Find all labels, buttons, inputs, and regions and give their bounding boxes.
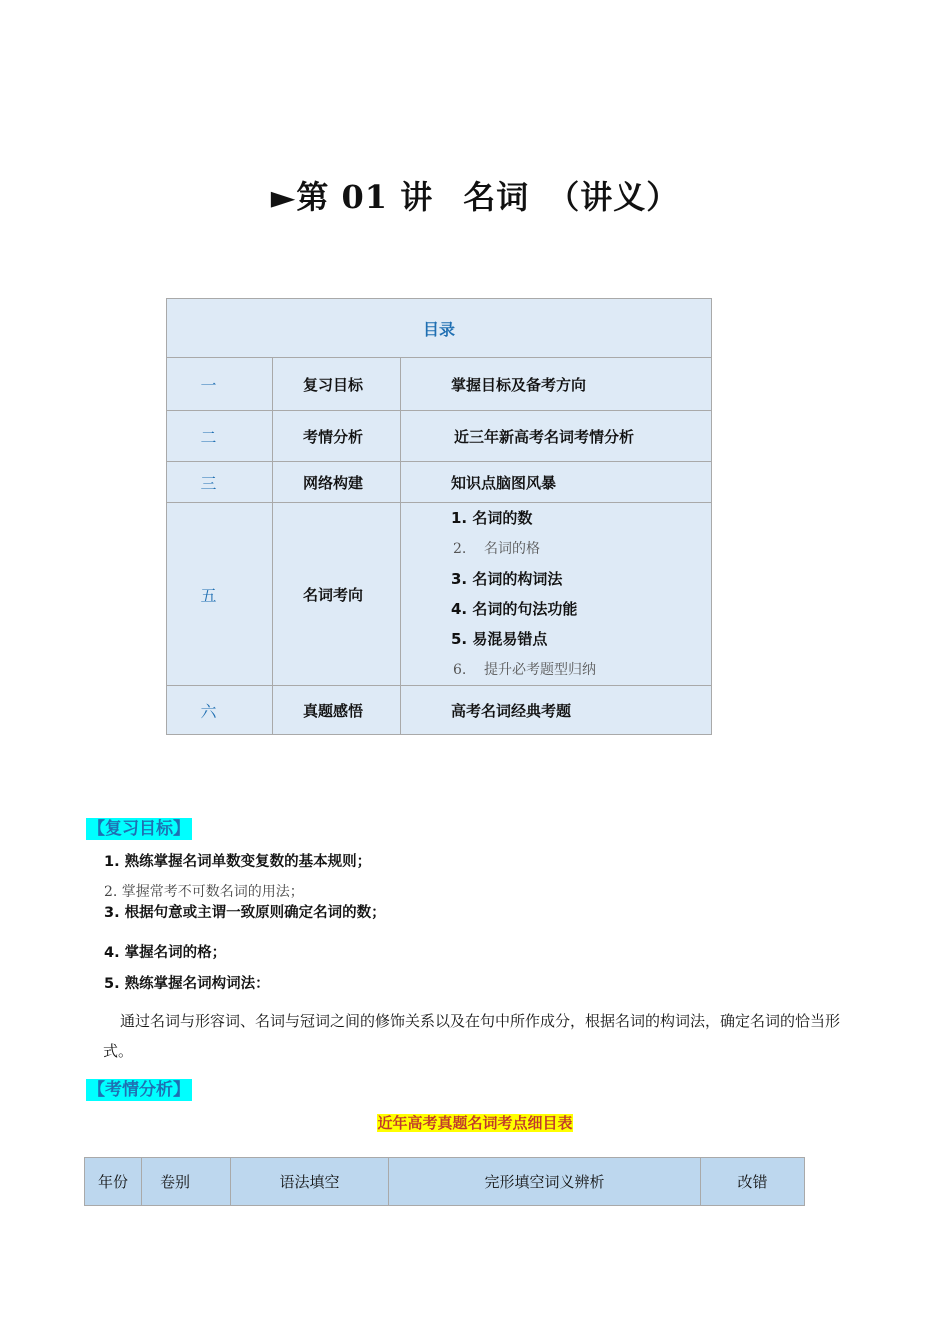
toc-row-number: 六: [167, 686, 273, 735]
table-header-row: [85, 1158, 805, 1206]
toc-row-number: 三: [167, 462, 273, 503]
toc-row-description: 知识点脑图风暴: [401, 462, 712, 503]
exam-analysis-label: 【考情分析】: [88, 1080, 190, 1100]
toc-row-description: 掌握目标及备考方向: [401, 358, 712, 411]
lecture-topic: 名词: [463, 178, 530, 216]
toc-row: [167, 686, 712, 735]
toc-row-number: 五: [167, 503, 273, 686]
lecture-suffix: （讲义）: [547, 178, 680, 216]
exam-points-table: [84, 1157, 805, 1206]
toc-sub-item: 4. 名词的句法功能: [451, 600, 578, 618]
page-title: [0, 172, 950, 218]
review-goal-item: 2. 掌握常考不可数名词的用法；: [104, 884, 304, 900]
toc-sub-item: 1. 名词的数: [451, 509, 533, 527]
review-paragraph: 通过名词与形容词、名词与冠词之间的修饰关系以及在句中所作成分，根据名词的构词法，确定名词的恰当形式。: [103, 1012, 841, 1060]
toc-row-category: 名词考向: [273, 503, 401, 686]
table-caption: 近年高考真题名词考点细目表: [377, 1114, 573, 1132]
review-goal-item: 4. 掌握名词的格；: [104, 945, 227, 961]
toc-row-description: 近三年新高考名词考情分析: [401, 411, 712, 462]
toc-row-number: 二: [167, 411, 273, 462]
toc-row-description: 高考名词经典考题: [401, 686, 712, 735]
column-header: 年份: [85, 1158, 142, 1206]
toc-row: [167, 503, 712, 686]
review-goal-item: 3. 根据句意或主谓一致原则确定名词的数；: [104, 905, 386, 921]
toc-sub-item: 6. 提升必考题型归纳: [453, 662, 597, 678]
lecture-number: 第 01 讲: [296, 178, 434, 216]
toc-sub-item: 3. 名词的构词法: [451, 570, 563, 588]
toc-sublist: [401, 503, 712, 686]
toc-row: [167, 411, 712, 462]
review-goal-item: 5. 熟练掌握名词构词法：: [104, 976, 270, 992]
column-header: 卷别: [142, 1158, 231, 1206]
toc-row-category: 复习目标: [273, 358, 401, 411]
review-goal-item: 1. 熟练掌握名词单数变复数的基本规则；: [104, 854, 372, 870]
toc-sub-item: 2. 名词的格: [453, 541, 541, 557]
play-arrow-icon: ►: [270, 178, 297, 216]
toc-row-category: 网络构建: [273, 462, 401, 503]
toc-header: 目录: [167, 299, 712, 358]
toc-row-category: 考情分析: [273, 411, 401, 462]
toc-row-category: 真题感悟: [273, 686, 401, 735]
toc-row: [167, 358, 712, 411]
review-goals-label: 【复习目标】: [88, 819, 190, 839]
toc-row: [167, 462, 712, 503]
column-header: 完形填空词义辨析: [389, 1158, 701, 1206]
column-header: 语法填空: [231, 1158, 389, 1206]
toc-table: [166, 298, 712, 735]
toc-sub-item: 5. 易混易错点: [451, 630, 548, 648]
column-header: 改错: [701, 1158, 805, 1206]
toc-row-number: 一: [167, 358, 273, 411]
